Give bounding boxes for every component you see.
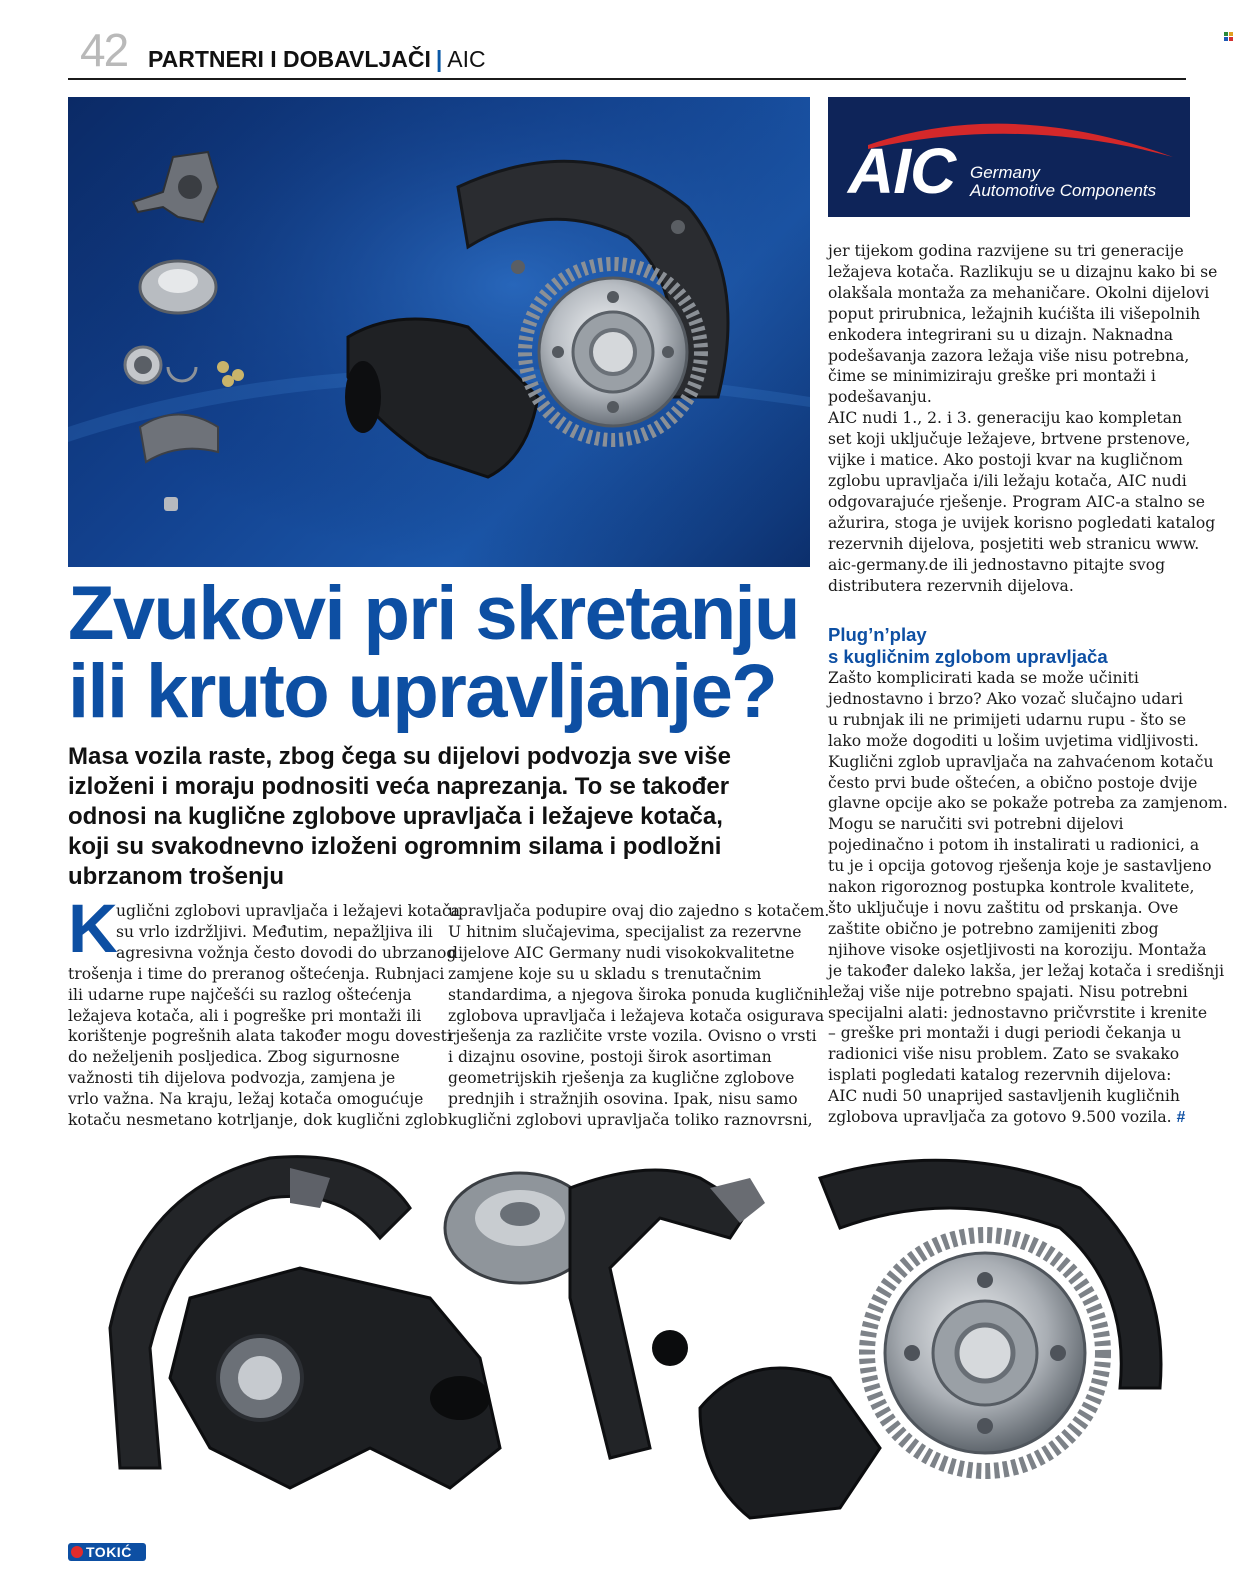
tokic-logo-icon: [71, 1546, 83, 1558]
body-line: do neželjenih posljedica. Zbog sigurnosne: [68, 1048, 400, 1067]
body-line: glavne opcije ako se pokaže potreba za zamjenom.: [828, 794, 1228, 813]
drop-cap: K: [68, 890, 118, 967]
body-line: često prvi bude oštećen, a obično postoje dvije: [828, 773, 1198, 792]
body-line: agresivna vožnja često dovodi do ubrzanog: [116, 943, 457, 962]
body-line: enkodera integrirani su u dizajn. Naknadna: [828, 325, 1174, 344]
body-line: upravljača podupire ovaj dio zajedno s kotačem.: [448, 902, 830, 920]
body-line: uglični zglobovi upravljača i ležajevi kotača: [116, 902, 461, 920]
knuckle-right-illustration: [700, 1160, 1161, 1518]
body-line: važnosti tih dijelova podvozja, zamjena je: [68, 1069, 396, 1088]
headline-line: ili kruto upravljanje?: [68, 649, 777, 734]
hero-photo: [68, 97, 810, 567]
page-number: 42: [80, 24, 128, 76]
body-line: zaštite obično je potrebno zamijeniti zbog: [828, 919, 1159, 938]
headline-line: Zvukovi pri skretanju: [68, 571, 799, 656]
body-line: i dizajnu osovine, postoji širok asortiman: [448, 1048, 772, 1067]
logo-brand: AIC: [848, 135, 956, 207]
body-line: podešavanju.: [828, 388, 932, 407]
body-line: čime se minimiziraju greške pri montaži i: [828, 367, 1156, 386]
body-line: odgovarajuće rješenje. Program AIC-a stalno se: [828, 492, 1206, 511]
body-line: su vrlo izdržljivi. Međutim, nepažljiva ili: [116, 922, 433, 941]
section-brand: AIC: [447, 46, 486, 72]
steering-knuckle-illustration: [68, 97, 810, 567]
body-line: rješenja za različite vrste vozila. Ovisno o vrsti: [448, 1027, 817, 1046]
body-line: što uključuje i novu zaštitu od prskanja. Ove: [828, 898, 1179, 917]
body-line-text: zglobova upravljača za gotovo 9.500 vozila.: [828, 1108, 1172, 1127]
section-separator: |: [435, 46, 443, 72]
body-line: ili udarne rupe najčešći su razlog oštećenja: [68, 985, 412, 1004]
body-line: podešavanja zazora ležaja više nisu potrebna,: [828, 346, 1190, 365]
body-line-last: [828, 1107, 1190, 1129]
body-line: u rubnjak ili ne primijeti udarnu rupu - što se: [828, 710, 1187, 729]
knuckle-left-illustration: [110, 1157, 500, 1488]
body-line: je također daleko lakša, jer ležaj kotača i središnji: [828, 961, 1225, 980]
lead-line: koji su svakodnevno izloženi ogromnim silama i podložni: [68, 833, 722, 860]
body-line: dijelove AIC Germany nudi visokokvalitetne: [448, 943, 795, 962]
body-column-3-bottom: [828, 668, 1228, 1129]
lead-line: ubrzanom trošenju: [68, 863, 285, 890]
body-line: – greške pri montaži i dugi periodi čekanja u: [828, 1024, 1182, 1043]
body-line: specijalni alati: jednostavno pričvrstite i krenite: [828, 1003, 1208, 1022]
body-line: AIC nudi 1., 2. i 3. generaciju kao kompletan: [828, 409, 1183, 428]
subheading-line: Plug’n’play: [828, 624, 927, 645]
body-line: set koji uključuje ležajeve, brtvene prstenove,: [828, 430, 1191, 449]
end-mark: #: [1176, 1109, 1186, 1127]
body-line: vijke i matice. Ako postoji kvar na kugličnom: [828, 451, 1183, 470]
body-line: nakon rigoroznog postupka kontrole kvalitete,: [828, 878, 1195, 897]
body-column-2: [448, 901, 830, 1131]
body-line: kuglični zglobovi upravljača toliko raznovrsni,: [448, 1111, 813, 1130]
body-line: ležajeva kotača. Razlikuju se u dizajnu kako bi se: [828, 262, 1218, 281]
body-line: korištenje pogrešnih alata također mogu dovesti: [68, 1027, 452, 1046]
lead-line: izloženi i moraju podnositi veća naprezanja. To se također: [68, 773, 730, 800]
body-line: radionici više nisu problem. Zato se svakako: [828, 1045, 1180, 1064]
section-title: [148, 44, 486, 74]
subheading-line: s kugličnim zglobom upravljača: [828, 646, 1108, 667]
body-line: poput prirubnica, ležajnih kućišta ili višepolnih: [828, 304, 1201, 323]
tokic-logo-text: TOKIĆ: [86, 1544, 132, 1560]
aic-logo: [828, 97, 1190, 217]
body-line: ležaj više nije potrebno spajati. Nisu potrebni: [828, 982, 1188, 1001]
body-line: geometrijskih rješenja za kuglične zglobove: [448, 1069, 795, 1088]
body-line: jer tijekom godina razvijene su tri generacije: [828, 242, 1184, 260]
headline: [68, 571, 828, 734]
color-registration-icon: [1224, 32, 1233, 41]
tokic-logo: [68, 1543, 146, 1561]
body-line: aic-germany.de ili jednostavno pitajte svog: [828, 555, 1166, 574]
body-line: lako može dogoditi u lošim uvjetima vidljivosti.: [828, 731, 1199, 750]
body-line: prednjih i stražnjih osovina. Ipak, nisu samo: [448, 1090, 798, 1109]
body-line: Zašto komplicirati kada se može učiniti: [828, 669, 1139, 687]
body-line: ležajeva kotača, ali i pogreške pri montaži ili: [68, 1006, 422, 1025]
body-line: olakšala montaža za mehaničare. Okolni dijelovi: [828, 283, 1210, 302]
body-line: kotaču nesmetano kotrljanje, dok kuglični zglob: [68, 1111, 448, 1130]
body-line: rezervnih dijelova, posjetiti web stranicu www.: [828, 534, 1200, 553]
body-line: ažurira, stoga je uvijek korisno pogledati katalog: [828, 513, 1216, 532]
body-line: jednostavno i brzo? Ako vozač slučajno udari: [828, 689, 1184, 708]
body-column-3-top: [828, 241, 1218, 596]
body-line: zglobu upravljača i/ili ležaju kotača, AIC nudi: [828, 471, 1187, 490]
body-line: trošenja i time do preranog oštećenja. Rubnjaci: [68, 964, 445, 983]
body-line: pojedinačno i potom ih instalirati u radionici, a: [828, 836, 1200, 855]
body-line: vrlo važna. Na kraju, ležaj kotača omogućuje: [68, 1090, 424, 1109]
body-line: zamjene koje su u skladu s trenutačnim: [448, 964, 762, 983]
section-name: PARTNERI I DOBAVLJAČI: [148, 46, 431, 72]
body-line: AIC nudi 50 unaprijed sastavljenih kugličnih: [828, 1087, 1180, 1106]
logo-components: Automotive Components: [970, 181, 1157, 200]
body-line: Kuglični zglob upravljača na zahvaćenom kotaču: [828, 752, 1214, 771]
body-line: isplati pogledati katalog rezervnih dijelova:: [828, 1066, 1172, 1085]
body-line: distributera rezervnih dijelova.: [828, 576, 1074, 595]
subheading: [828, 624, 1190, 668]
parts-photo: [50, 1148, 1210, 1528]
body-line: Mogu se naručiti svi potrebni dijelovi: [828, 815, 1124, 834]
body-line: njihove visoke osjetljivosti na koroziju. Montaža: [828, 940, 1207, 959]
logo-germany: Germany: [970, 163, 1040, 182]
lead-line: Masa vozila raste, zbog čega su dijelovi podvozja sve više: [68, 743, 731, 770]
body-line: tu je i opcija gotovog rješenja koje je sastavljeno: [828, 857, 1212, 876]
lead-paragraph: [68, 742, 808, 892]
header-rule: [68, 78, 1186, 80]
body-line: zglobova upravljača i ležajeva kotača osigurava: [448, 1006, 825, 1025]
body-line: standardima, a njegova široka ponuda kugličnih: [448, 985, 829, 1004]
body-line: U hitnim slučajevima, specijalist za rezervne: [448, 922, 802, 941]
lead-line: odnosi na kuglične zglobove upravljača i ležajeve kotača,: [68, 803, 723, 830]
body-column-1: [68, 901, 461, 1131]
